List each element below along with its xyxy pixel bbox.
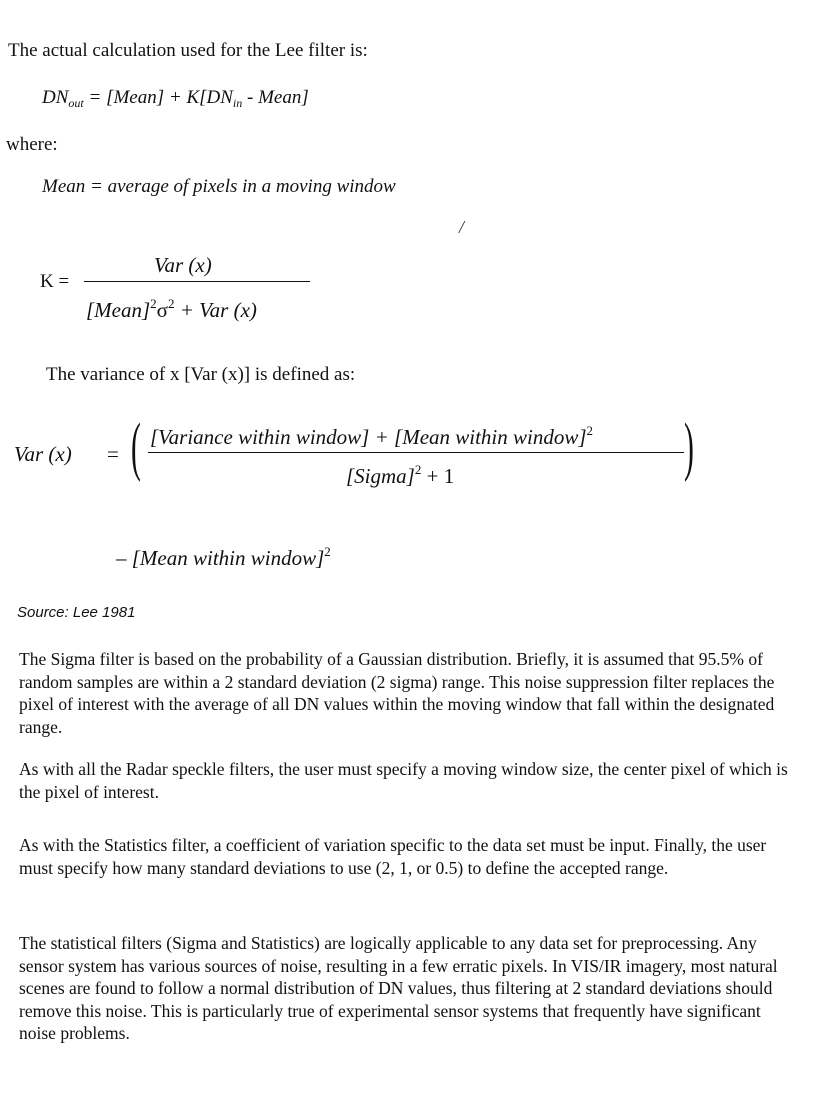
- source-citation: Source: Lee 1981: [17, 604, 136, 621]
- where-label: where:: [6, 134, 58, 155]
- k-den-var: + Var (x): [179, 298, 257, 322]
- var-eq-tail: [116, 544, 331, 571]
- k-den-sigma: σ: [156, 298, 168, 322]
- eq1-rhs-b: - Mean]: [242, 87, 309, 108]
- eq1-lhs-subscript: out: [68, 96, 84, 110]
- var-eq-lhs: Var (x): [14, 442, 72, 466]
- var-eq-right-paren: ): [684, 410, 694, 483]
- k-eq-denominator: [86, 296, 257, 323]
- variance-intro: The variance of x [Var (x)] is defined as:: [46, 364, 356, 385]
- eq1-rhs-subscript: in: [232, 96, 243, 110]
- var-tail-exp: 2: [324, 544, 331, 559]
- lee-filter-equation: [42, 87, 309, 111]
- mean-definition: Mean = average of pixels in a moving window: [42, 176, 396, 197]
- paragraph-sigma-filter: The Sigma filter is based on the probability of a Gaussian distribution. Briefly, it is assumed that 95.5% of random samples are within a 2 standard deviation (2 sigma) range. This noise suppression filter replaces the pixel of interest with the average of all DN values within the moving window that fall within the designated range.: [19, 649, 775, 737]
- var-den-sigma: [Sigma]: [346, 464, 415, 488]
- k-eq-lhs: K =: [40, 271, 70, 292]
- k-eq-fraction-line: [84, 281, 310, 282]
- var-eq-numerator: [150, 423, 593, 450]
- var-den-plus-one: + 1: [426, 464, 455, 488]
- var-tail-text: – [Mean within window]: [116, 546, 325, 570]
- var-den-exp: 2: [414, 462, 422, 477]
- k-eq-numerator: Var (x): [154, 253, 212, 277]
- var-eq-denominator: [346, 462, 454, 489]
- paragraph-statistical-filters: The statistical filters (Sigma and Statistics) are logically applicable to any data set for preprocessing. Any sensor system has various sources of noise, resulting in a few erratic pixels. In VIS/IR imagery, most natural scenes are found to follow a normal distribution of DN values, thus filtering at 2 standard deviations should remove this noise. This is particularly true of experimental sensor systems that frequently have significant noise problems.: [19, 933, 778, 1043]
- eq1-rhs-a: = [Mean] + K[DN: [83, 87, 233, 108]
- k-den-mean: [Mean]: [86, 298, 151, 322]
- paragraph-window-size: As with all the Radar speckle filters, the user must specify a moving window size, the center pixel of which is the pixel of interest.: [19, 759, 788, 802]
- eq1-lhs: DN: [42, 87, 69, 108]
- paragraph-coefficient: As with the Statistics filter, a coefficient of variation specific to the data set must be input. Finally, the user must specify how many standard deviations to use (2, 1, or 0.5) to define the accepted range.: [19, 835, 767, 878]
- var-eq-equals: =: [107, 442, 119, 466]
- k-den-exp1: 2: [150, 296, 157, 311]
- intro-text: The actual calculation used for the Lee filter is:: [8, 40, 368, 61]
- var-eq-fraction-line: [148, 452, 684, 453]
- var-num-text: [Variance within window] + [Mean within window]: [150, 425, 587, 449]
- k-den-exp2: 2: [168, 296, 175, 311]
- var-num-exp: 2: [586, 423, 594, 438]
- stray-mark: /: [459, 217, 465, 237]
- var-eq-left-paren: (: [131, 410, 141, 483]
